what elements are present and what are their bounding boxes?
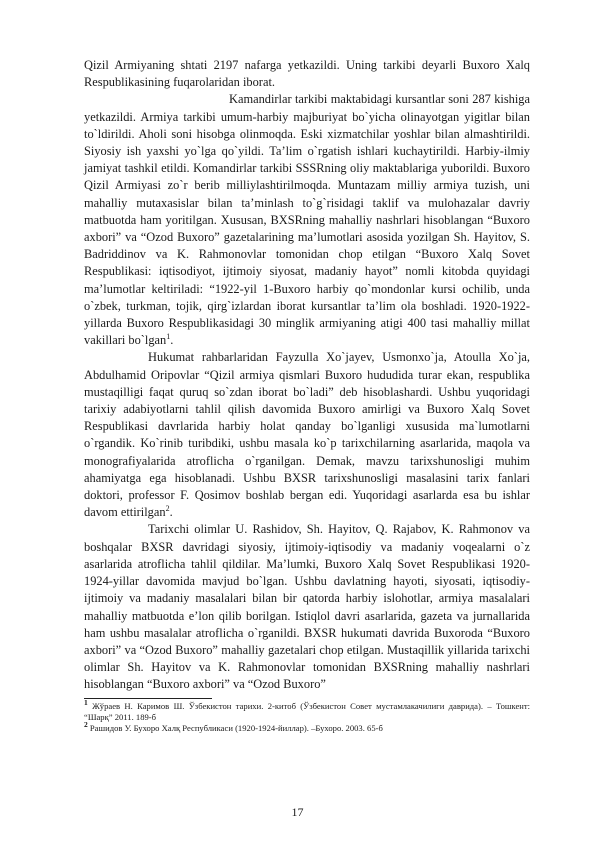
paragraph-2 [84,91,530,349]
footnote-2 [84,719,530,734]
footnote-2-text: Рашидов У. Бухоро Халқ Республикаси (1920-1924-йиллар). –Бухоро. 2003. 65-б [89,722,383,733]
footnote-separator [84,698,212,699]
paragraph-4: Tarixchi olimlar U. Rashidov, Sh. Hayitov, Q. Rajabov, K. Rahmonov va boshqalar BXSR davridagi siyosiy, ijtimoiy-iqtisodiy va madaniy voqealarni o`z asarlarida atroflicha tahlil qildilar. Ma’lumki, Buxoro Xalq Sovet Respublikasi 1920-1924-yillar davomida mavjud bo`lgan. Ushbu davlatning hayoti, siyosati, iqtisodiy-ijtimoiy va madaniy masalalari bilan bir qatorda harbiy islohotlar, armiya masalalari mahalliy matbuotda e’lon qilib borilgan. Istiqlol davri asarlarida, gazeta va jurnallarida ham ushbu masalalar atroflicha o`rganildi. BXSR hukumati davrida Buxoroda “Buxoro axbori” va “Ozod Buxoro” mahalliy gazetalari chop etilgan. Mustaqillik yillarida tarixchi olimlar Sh. Hayitov va K. Rahmonovlar tomonidan BXSRning mahalliy nashrlari hisoblangan “Buxoro axbori” va “Ozod Buxoro” [84,522,530,692]
page-body [84,57,530,734]
paragraph-2-end: . [170,333,174,348]
footnote-1 [84,697,530,723]
footnote-1-text: Жўраев Н. Каримов Ш. Ўзбекистон тарихи. 2-китоб (Ўзбекистон Совет мустамлакачилиги даврида). – Тошкент: “Шарқ” 2011. 189-б [84,700,530,722]
paragraph-3-text: Hukumat rahbarlaridan Fayzulla Xo`jayev, Usmonxo`ja, Atoulla Xo`ja, Abdulhamid Oripovlar “Qizil armiya qismlari Buxoro hududida turar ekan, respublika mustaqilligi faqat quruq so`zdan iborat bo`ladi” deb hisoblashardi. Ushbu yuqoridagi tarixiy adabiyotlarni tahlil qilish davomida Buxoro amirligi va Buxoro Xalq Sovet Respublikasi davrlarida harbiy holat qanday bo`lganligi xususida ma`lumotlarni o`rgandik. Ko`rinib turibdiki, ushbu masala ko`p tarixchilarning asarlarida, maqola va monografiyalarida atroflicha o`rganilgan. Demak, mavzu tarixshunosligi muhim ahamiyatga ega hisoblanadi. Ushbu BXSR tarixshunosligi masalasini tarix fanlari doktori, professor F. Qosimov boshlab bergan edi. Yuqoridagi asarlarda esa bu ishlar davom ettirilgan [84,350,530,520]
footnote-ref-2[interactable]: 2 [165,504,170,514]
paragraph-3 [84,349,530,521]
paragraph-3-end: . [169,505,173,520]
footnote-ref-1[interactable]: 1 [166,332,171,342]
footnote-1-number: 1 [84,697,88,707]
paragraph-1: Qizil Armiyaning shtati 2197 nafarga yetkazildi. Uning tarkibi deyarli Buxoro Xalq Respublikasining fuqarolaridan iborat. [84,58,530,90]
footnote-2-number: 2 [84,719,88,729]
page-number: 17 [291,805,304,819]
paragraph-2-text: Kamandirlar tarkibi maktabidagi kursantlar soni 287 kishiga yetkazildi. Armiya tarkibi umum-harbiy majburiyat bo`yicha olinayotgan yigitlar bilan to`ldirildi. Aholi soni hisobga olinmoqda. Eski xizmatchilar yoshlar bilan almashtirildi. Siyosiy ish yaxshi yo`lga qo`yildi. Ta’lim o`rgatish ishlari kuchaytirildi. Harbiy-ilmiy jamiyat tashkil etildi. Komandirlar tarkibi SSSRning oliy maktablariga yuborildi. Buxoro Qizil Armiyasi zo`r berib milliylashtirilmoqda. Muntazam milliy armiya tuzish, uni mahalliy mutaxasislar bilan ta’minlash to`g`risidagi taklif va mulohazalar davriy matbuotda ham yoritilgan. Xususan, BXSRning mahalliy nashrlari hisoblangan “Buxoro axbori” va “Ozod Buxoro” gazetalarining ma’lumotlari asosida yozilgan Sh. Hayitov, S. Badriddinov va K. Rahmonovlar tomonidan chop etilgan “Buxoro Xalq Sovet Respublikasi: iqtisodiyot, ijtimoiy siyosat, madaniy hayot” nomli kitobda quyidagi ma’lumotlar keltiriladi: “1922-yil 1-Buxoro harbiy qo`mondonlar kursi ochilib, unda o`zbek, turkman, tojik, qirg`izlardan iborat kursantlar ta’lim ola boshladi. 1920-1922- yillarda Buxoro Respublikasidagi 30 minglik armiyaning atigi 400 tasi mahalliy millat vakillari bo`lgan [84,92,530,348]
